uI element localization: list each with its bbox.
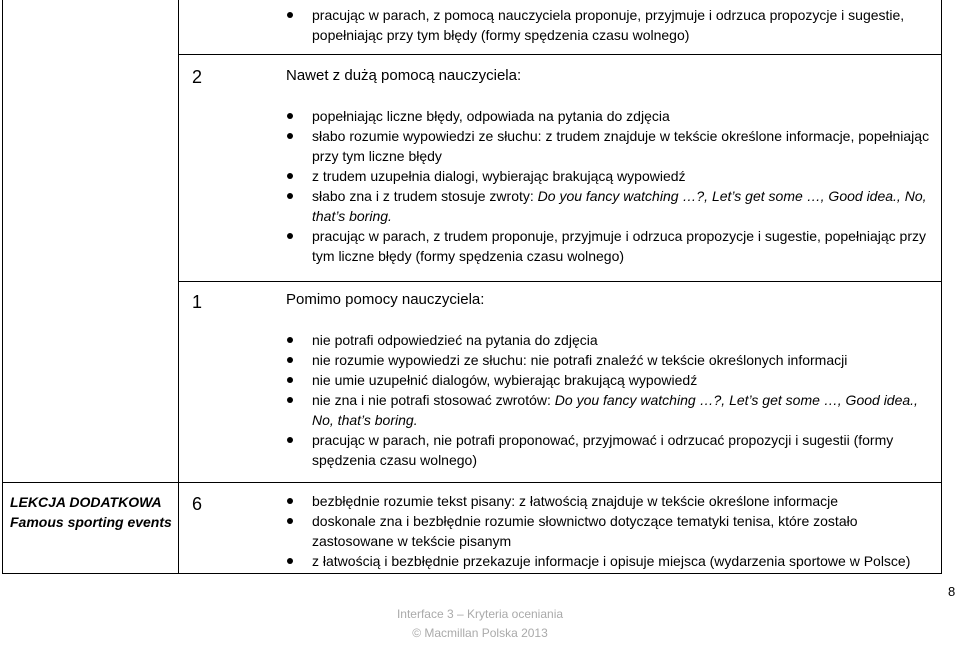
grade-2: 2 [192, 67, 203, 87]
grade-1-heading: Pomimo pomocy nauczyciela: [286, 291, 485, 308]
list-item: pracując w parach, z trudem proponuje, przyjmuje i odrzuca propozycje i sugestie, popełniając przy tym liczne błędy (formy spędzenia czasu wolnego) [285, 226, 933, 266]
page-number: 8 [948, 584, 956, 599]
list-item: doskonale zna i bezbłędnie rozumie słownictwo dotyczące tematyki tenisa, które zostało zastosowane w tekście pisanym [285, 511, 933, 551]
row-divider [178, 281, 941, 282]
grade-2-list [285, 106, 933, 266]
list-item: nie umie uzupełnić dialogów, wybierając brakującą wypowiedź [285, 370, 933, 390]
footer-copyright: © Macmillan Polska 2013 [412, 626, 548, 640]
list-item: pracując w parach, z pomocą nauczyciela proponuje, przyjmuje i odrzuca propozycje i sugestie, popełniając przy tym błędy (formy spędzenia czasu wolnego) [285, 5, 933, 45]
grade-6-list [285, 491, 933, 571]
lesson-type: LEKCJA DODATKOWA [10, 494, 162, 510]
list-item: popełniając liczne błędy, odpowiada na pytania do zdjęcia [285, 106, 933, 126]
list-item: z łatwością i bezbłędnie przekazuje informacje i opisuje miejsca (wydarzenia sportowe w Polsce) [285, 551, 933, 571]
criteria-table [2, 0, 942, 574]
table-column-divider [178, 0, 179, 574]
row-divider [2, 482, 941, 483]
table-left-border [2, 0, 3, 574]
list-item: pracując w parach, nie potrafi proponować, przyjmować i odrzucać propozycji i sugestii (formy spędzenia czasu wolnego) [285, 430, 933, 470]
top-row-list [285, 5, 933, 45]
footer-title: Interface 3 – Kryteria oceniania [396, 607, 564, 621]
list-item [285, 186, 933, 226]
list-item-phrases: Do you fancy watching …?, Let’s get some …, Good idea., No, that’s boring. [312, 392, 918, 428]
list-item-text: słabo zna i z trudem stosuje zwroty: [312, 188, 538, 204]
grade-1-list [285, 330, 933, 470]
grade-1: 1 [192, 292, 203, 312]
grade-6: 6 [192, 494, 203, 514]
lesson-title: Famous sporting events [10, 514, 172, 530]
list-item-phrases: Do you fancy watching …?, Let’s get some …, Good idea., No, that’s boring. [312, 188, 927, 224]
list-item: nie rozumie wypowiedzi ze słuchu: nie potrafi znaleźć w tekście określonych informacji [285, 350, 933, 370]
list-item: z trudem uzupełnia dialogi, wybierając brakującą wypowiedź [285, 166, 933, 186]
row-divider [178, 54, 941, 55]
list-item-text: nie zna i nie potrafi stosować zwrotów: [312, 392, 555, 408]
grade-2-heading: Nawet z dużą pomocą nauczyciela: [286, 67, 522, 84]
lesson-label [10, 492, 172, 532]
list-item: słabo rozumie wypowiedzi ze słuchu: z trudem znajduje w tekście określone informacje, popełniając przy tym liczne błędy [285, 126, 933, 166]
list-item [285, 390, 933, 430]
list-item: nie potrafi odpowiedzieć na pytania do zdjęcia [285, 330, 933, 350]
list-item: bezbłędnie rozumie tekst pisany: z łatwością znajduje w tekście określone informacje [285, 491, 933, 511]
